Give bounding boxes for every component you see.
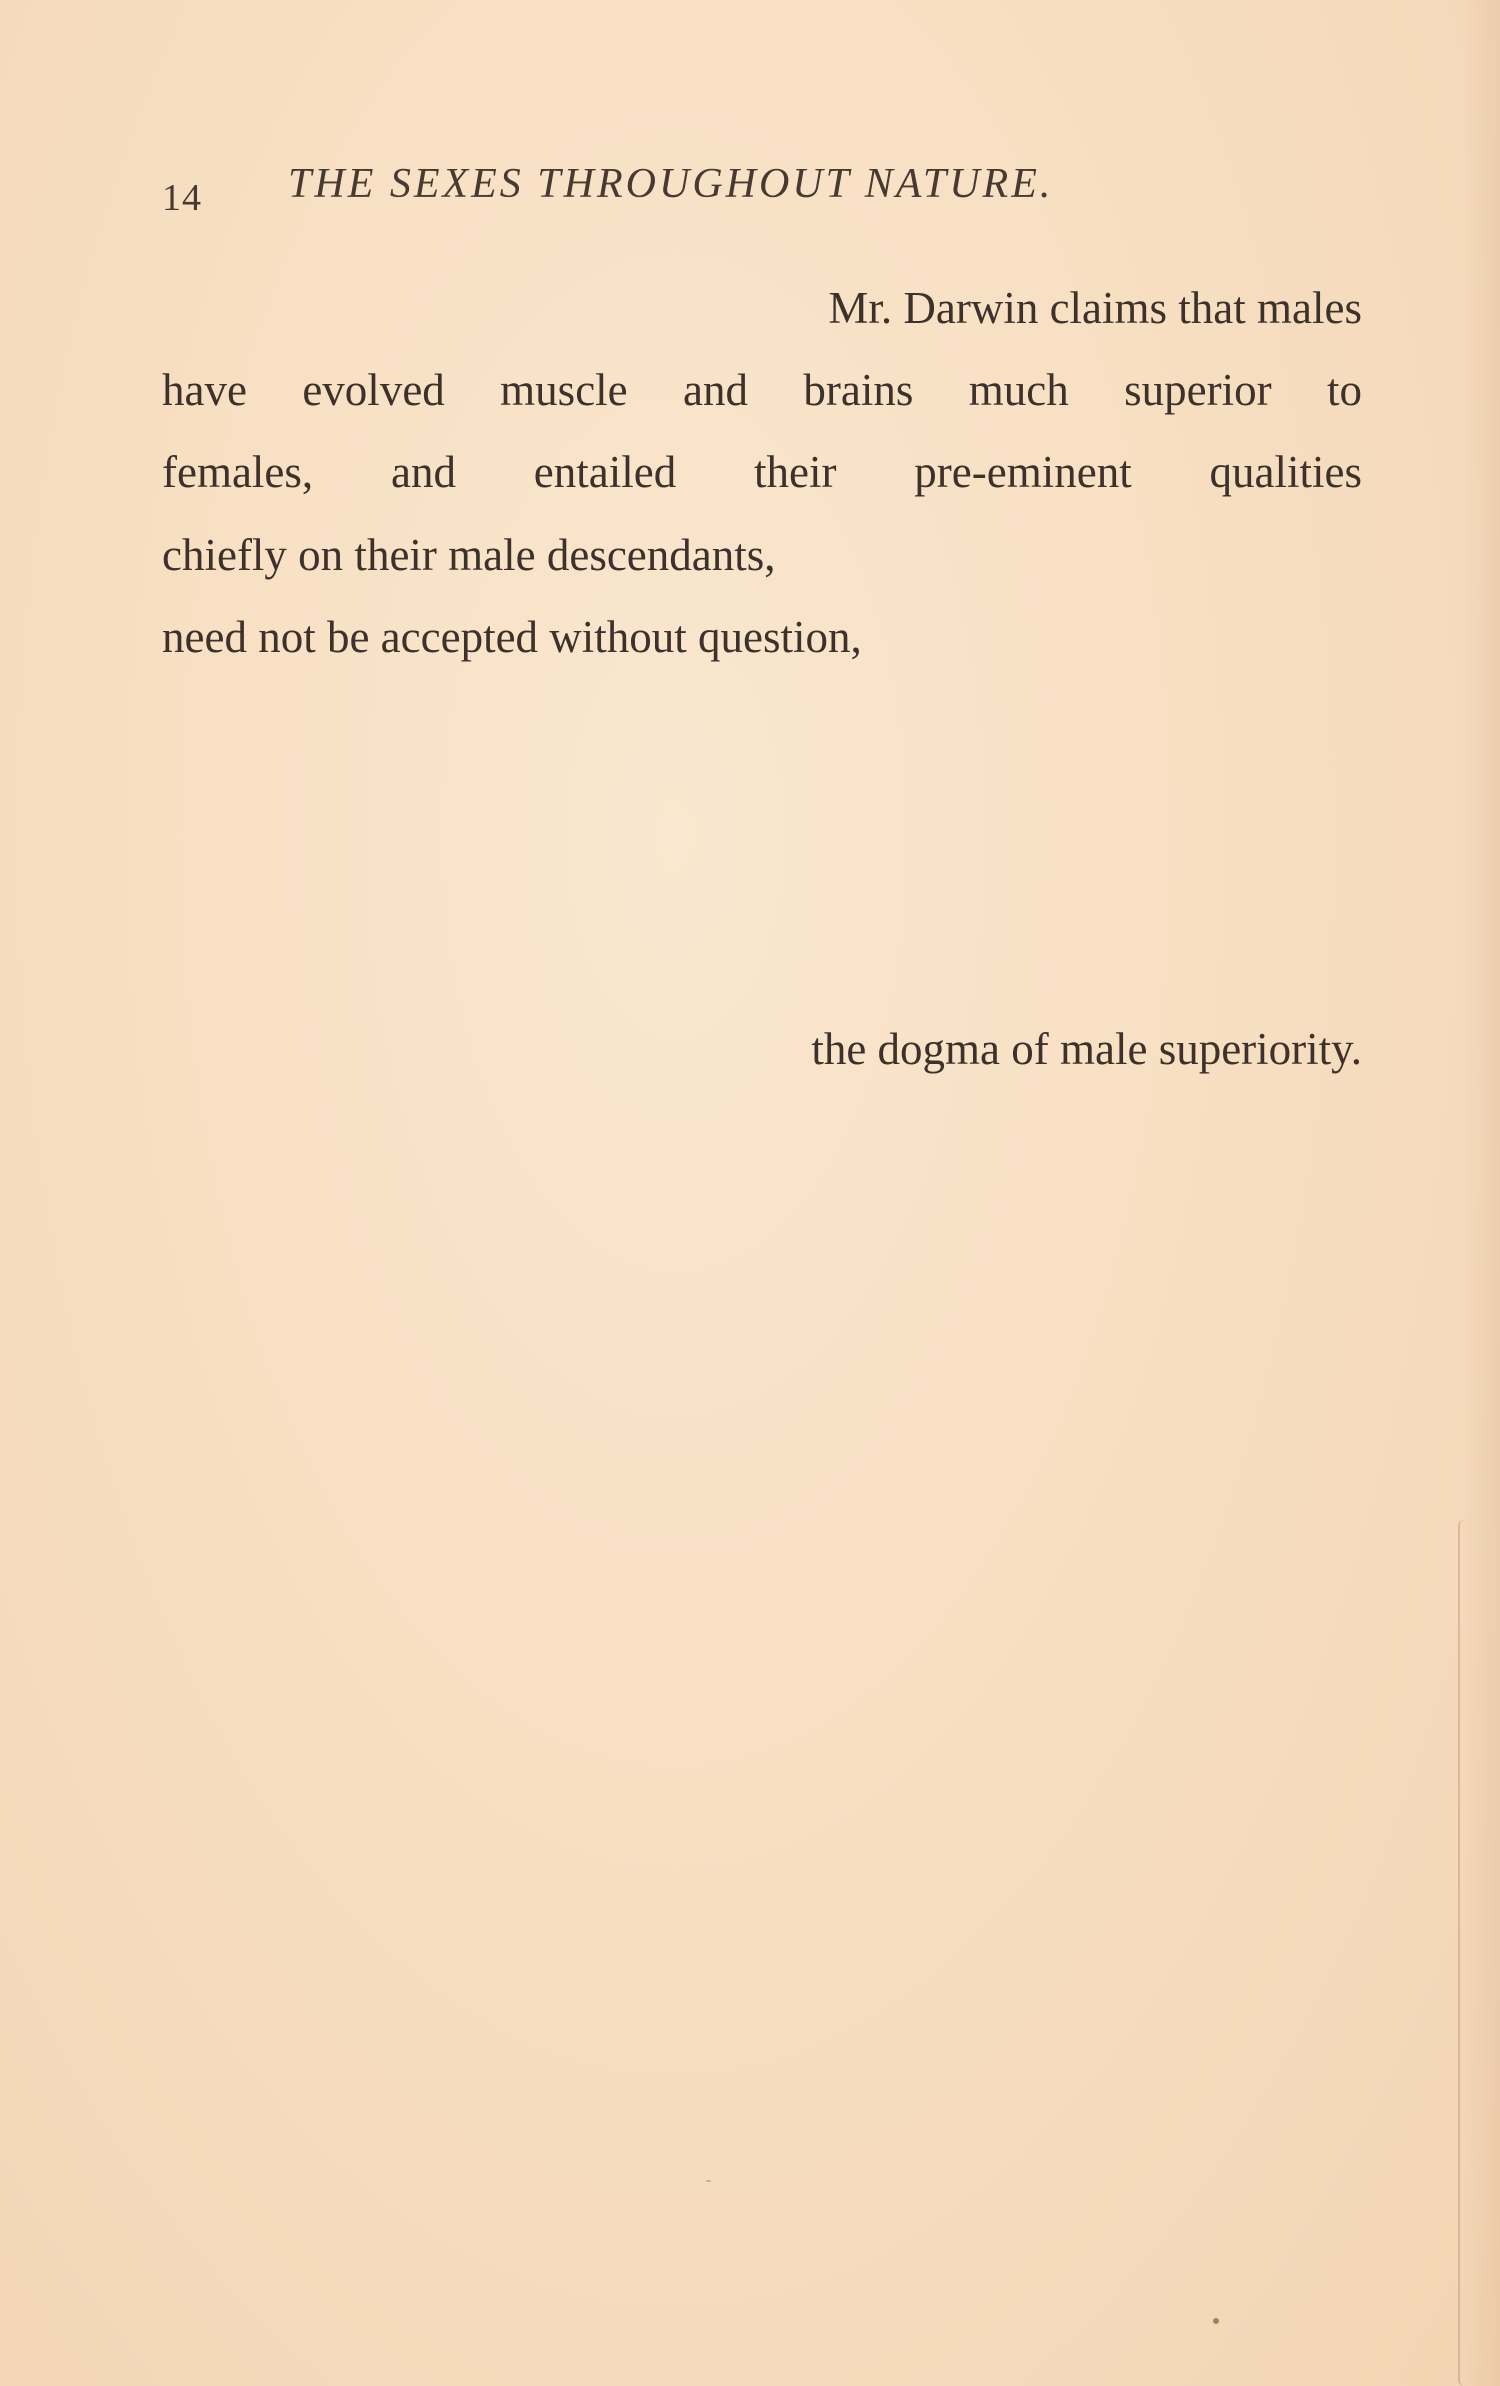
body-line: need not be accepted without question, — [162, 612, 862, 662]
body-line: chiefly on their male descendants, — [162, 530, 776, 580]
page-number: 14 — [162, 177, 202, 219]
page-edge-crease — [1458, 1520, 1470, 2386]
running-head — [162, 160, 1362, 220]
paper-speck — [706, 2180, 711, 2182]
running-title: THE SEXES THROUGHOUT NATURE. — [288, 161, 1054, 207]
body-line: the dogma of male superiority. — [811, 1024, 1362, 1074]
body-line: females, and entailed their pre-eminent qualities — [162, 447, 1362, 497]
body-line: Mr. Darwin claims that males — [828, 283, 1362, 333]
paper-speck — [1213, 2318, 1219, 2324]
body-line: have evolved muscle and brains much superior to — [162, 365, 1362, 415]
